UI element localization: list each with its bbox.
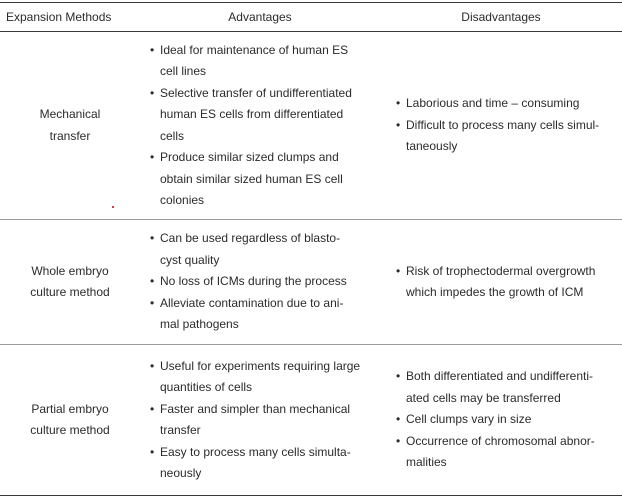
method-label-line: Mechanical — [39, 107, 101, 121]
method-label-line: culture method — [30, 285, 110, 299]
advantage-item: • Selective transfer of undifferentiated human ES cells from differentiated cells — [148, 83, 362, 148]
table-row-mechanical-transfer — [0, 32, 622, 220]
advantages-cell — [140, 220, 380, 345]
table-header — [0, 3, 622, 32]
advantage-item: • Can be used regardless of blasto- cyst quality — [148, 228, 362, 271]
method-label-line: transfer — [49, 128, 91, 143]
advantage-item: • Easy to process many cells simulta- neously — [148, 442, 362, 485]
disadvantages-list — [394, 261, 616, 304]
advantage-item: • Ideal for maintenance of human ES cell lines — [148, 40, 362, 83]
expansion-methods-table — [0, 2, 622, 496]
table-body — [0, 32, 622, 496]
method-label-line: culture method — [30, 423, 110, 437]
disadvantage-item: • Both differentiated and undifferenti- ated cells may be transferred — [394, 366, 616, 409]
advantages-list — [148, 356, 362, 485]
disadvantages-cell — [380, 32, 622, 220]
advantages-list — [148, 40, 362, 212]
advantage-item: • Produce similar sized clumps and obtain similar sized human ES cell colonies — [148, 147, 362, 212]
advantages-cell — [140, 345, 380, 496]
header-expansion-methods: Expansion Methods — [0, 3, 140, 32]
stray-mark — [112, 206, 114, 208]
header-advantages: Advantages — [140, 3, 380, 32]
method-label-line: Partial embryo — [31, 401, 109, 416]
method-label-line: Whole embryo — [31, 263, 109, 278]
disadvantages-list — [394, 93, 616, 158]
disadvantages-list — [394, 366, 616, 474]
advantage-item: • No loss of ICMs during the process — [148, 271, 362, 293]
table-row-partial-embryo — [0, 345, 622, 496]
advantages-list — [148, 228, 362, 336]
disadvantage-item: • Risk of trophectodermal overgrowth which impedes the growth of ICM — [394, 261, 616, 304]
advantage-item: • Alleviate contamination due to ani- mal pathogens — [148, 293, 362, 336]
method-cell — [0, 32, 140, 220]
header-row — [0, 3, 622, 32]
method-cell — [0, 220, 140, 345]
disadvantages-cell — [380, 345, 622, 496]
disadvantage-item: • Laborious and time – consuming — [394, 93, 616, 115]
advantage-item: • Faster and simpler than mechanical transfer — [148, 399, 362, 442]
table-row-whole-embryo — [0, 220, 622, 345]
advantage-item: • Useful for experiments requiring large quantities of cells — [148, 356, 362, 399]
disadvantage-item: • Occurrence of chromosomal abnor- malities — [394, 431, 616, 474]
disadvantage-item: • Difficult to process many cells simul- taneously — [394, 115, 616, 158]
disadvantage-item: • Cell clumps vary in size — [394, 409, 616, 431]
method-cell — [0, 345, 140, 496]
header-disadvantages: Disadvantages — [380, 3, 622, 32]
advantages-cell — [140, 32, 380, 220]
disadvantages-cell — [380, 220, 622, 345]
